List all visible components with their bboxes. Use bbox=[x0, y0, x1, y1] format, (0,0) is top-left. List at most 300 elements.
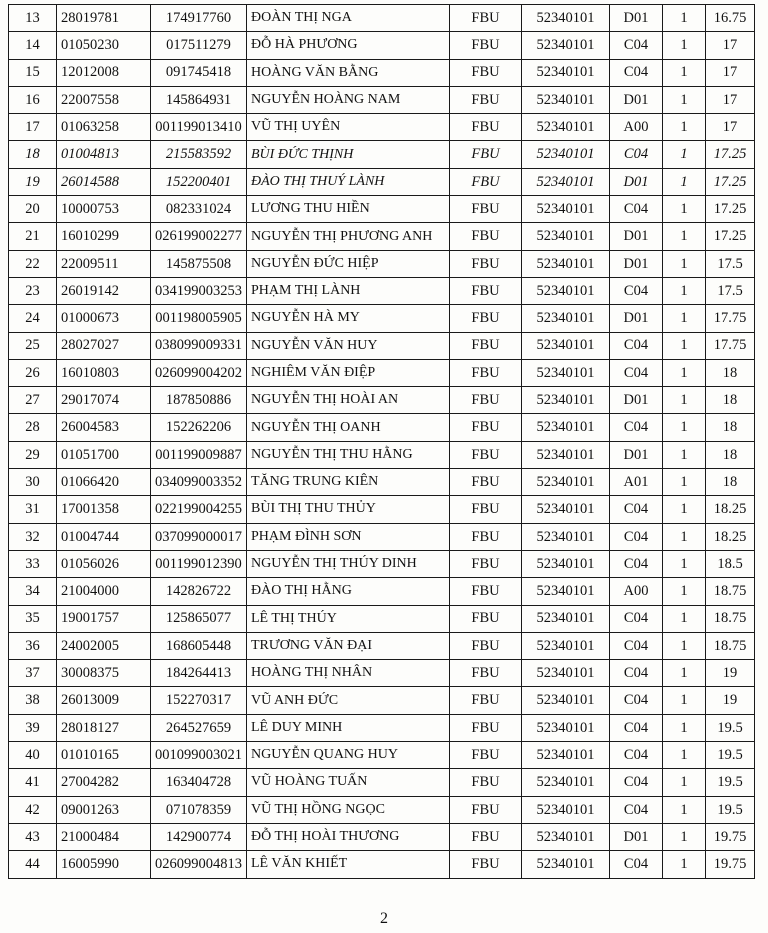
candidate-number-cell: 26014588 bbox=[57, 168, 151, 195]
school-code-cell: FBU bbox=[450, 168, 522, 195]
id-number-cell: 184264413 bbox=[151, 660, 247, 687]
school-code-cell: FBU bbox=[450, 632, 522, 659]
major-code-cell: 52340101 bbox=[522, 196, 610, 223]
preference-order-cell: 1 bbox=[663, 250, 706, 277]
preference-order-cell: 1 bbox=[663, 141, 706, 168]
table-row bbox=[9, 441, 755, 468]
candidate-number-cell: 01051700 bbox=[57, 441, 151, 468]
candidate-number-cell: 09001263 bbox=[57, 796, 151, 823]
score-cell: 17 bbox=[706, 86, 755, 113]
score-cell: 18.75 bbox=[706, 605, 755, 632]
table-row bbox=[9, 796, 755, 823]
subject-combination-cell: D01 bbox=[610, 387, 663, 414]
preference-order-cell: 1 bbox=[663, 632, 706, 659]
school-code-cell: FBU bbox=[450, 141, 522, 168]
row-index-cell: 41 bbox=[9, 769, 57, 796]
full-name-cell: NGUYỄN THỊ THU HẰNG bbox=[247, 441, 450, 468]
preference-order-cell: 1 bbox=[663, 469, 706, 496]
id-number-cell: 022199004255 bbox=[151, 496, 247, 523]
preference-order-cell: 1 bbox=[663, 196, 706, 223]
id-number-cell: 187850886 bbox=[151, 387, 247, 414]
preference-order-cell: 1 bbox=[663, 823, 706, 850]
candidate-number-cell: 12012008 bbox=[57, 59, 151, 86]
school-code-cell: FBU bbox=[450, 196, 522, 223]
score-cell: 18.75 bbox=[706, 632, 755, 659]
candidate-number-cell: 01004813 bbox=[57, 141, 151, 168]
preference-order-cell: 1 bbox=[663, 414, 706, 441]
major-code-cell: 52340101 bbox=[522, 660, 610, 687]
major-code-cell: 52340101 bbox=[522, 769, 610, 796]
major-code-cell: 52340101 bbox=[522, 86, 610, 113]
full-name-cell: NGUYỄN THỊ HOÀI AN bbox=[247, 387, 450, 414]
row-index-cell: 16 bbox=[9, 86, 57, 113]
id-number-cell: 034099003352 bbox=[151, 469, 247, 496]
preference-order-cell: 1 bbox=[663, 114, 706, 141]
full-name-cell: LÊ VĂN KHIẾT bbox=[247, 851, 450, 878]
row-index-cell: 42 bbox=[9, 796, 57, 823]
candidate-number-cell: 16005990 bbox=[57, 851, 151, 878]
candidate-number-cell: 16010803 bbox=[57, 359, 151, 386]
school-code-cell: FBU bbox=[450, 660, 522, 687]
score-cell: 18.5 bbox=[706, 550, 755, 577]
subject-combination-cell: C04 bbox=[610, 277, 663, 304]
table-row bbox=[9, 714, 755, 741]
full-name-cell: NGUYỄN THỊ THÚY DINH bbox=[247, 550, 450, 577]
school-code-cell: FBU bbox=[450, 496, 522, 523]
row-index-cell: 40 bbox=[9, 742, 57, 769]
row-index-cell: 30 bbox=[9, 469, 57, 496]
preference-order-cell: 1 bbox=[663, 578, 706, 605]
subject-combination-cell: C04 bbox=[610, 59, 663, 86]
full-name-cell: VŨ THỊ HỒNG NGỌC bbox=[247, 796, 450, 823]
score-cell: 19.5 bbox=[706, 796, 755, 823]
subject-combination-cell: C04 bbox=[610, 196, 663, 223]
school-code-cell: FBU bbox=[450, 851, 522, 878]
preference-order-cell: 1 bbox=[663, 5, 706, 32]
subject-combination-cell: C04 bbox=[610, 414, 663, 441]
major-code-cell: 52340101 bbox=[522, 496, 610, 523]
full-name-cell: NGUYỄN HÀ MY bbox=[247, 305, 450, 332]
table-row bbox=[9, 114, 755, 141]
full-name-cell: HOÀNG VĂN BẰNG bbox=[247, 59, 450, 86]
full-name-cell: LƯƠNG THU HIỀN bbox=[247, 196, 450, 223]
preference-order-cell: 1 bbox=[663, 714, 706, 741]
subject-combination-cell: C04 bbox=[610, 359, 663, 386]
id-number-cell: 001198005905 bbox=[151, 305, 247, 332]
id-number-cell: 026199002277 bbox=[151, 223, 247, 250]
major-code-cell: 52340101 bbox=[522, 469, 610, 496]
id-number-cell: 152270317 bbox=[151, 687, 247, 714]
score-cell: 17.75 bbox=[706, 305, 755, 332]
subject-combination-cell: A00 bbox=[610, 114, 663, 141]
id-number-cell: 017511279 bbox=[151, 32, 247, 59]
row-index-cell: 24 bbox=[9, 305, 57, 332]
id-number-cell: 026099004813 bbox=[151, 851, 247, 878]
full-name-cell: HOÀNG THỊ NHÂN bbox=[247, 660, 450, 687]
score-cell: 19 bbox=[706, 660, 755, 687]
preference-order-cell: 1 bbox=[663, 769, 706, 796]
id-number-cell: 145864931 bbox=[151, 86, 247, 113]
score-cell: 18.25 bbox=[706, 523, 755, 550]
preference-order-cell: 1 bbox=[663, 496, 706, 523]
major-code-cell: 52340101 bbox=[522, 5, 610, 32]
row-index-cell: 36 bbox=[9, 632, 57, 659]
major-code-cell: 52340101 bbox=[522, 59, 610, 86]
table-row bbox=[9, 168, 755, 195]
full-name-cell: PHẠM THỊ LÀNH bbox=[247, 277, 450, 304]
row-index-cell: 23 bbox=[9, 277, 57, 304]
table-row bbox=[9, 769, 755, 796]
major-code-cell: 52340101 bbox=[522, 250, 610, 277]
table-row bbox=[9, 660, 755, 687]
id-number-cell: 168605448 bbox=[151, 632, 247, 659]
table-row bbox=[9, 196, 755, 223]
subject-combination-cell: C04 bbox=[610, 550, 663, 577]
score-cell: 18 bbox=[706, 469, 755, 496]
preference-order-cell: 1 bbox=[663, 796, 706, 823]
preference-order-cell: 1 bbox=[663, 332, 706, 359]
subject-combination-cell: D01 bbox=[610, 86, 663, 113]
full-name-cell: LÊ THỊ THÚY bbox=[247, 605, 450, 632]
id-number-cell: 071078359 bbox=[151, 796, 247, 823]
row-index-cell: 31 bbox=[9, 496, 57, 523]
major-code-cell: 52340101 bbox=[522, 550, 610, 577]
row-index-cell: 27 bbox=[9, 387, 57, 414]
school-code-cell: FBU bbox=[450, 550, 522, 577]
row-index-cell: 25 bbox=[9, 332, 57, 359]
candidate-number-cell: 01000673 bbox=[57, 305, 151, 332]
subject-combination-cell: D01 bbox=[610, 441, 663, 468]
table-row bbox=[9, 742, 755, 769]
school-code-cell: FBU bbox=[450, 578, 522, 605]
school-code-cell: FBU bbox=[450, 5, 522, 32]
table-row bbox=[9, 305, 755, 332]
score-cell: 19.5 bbox=[706, 769, 755, 796]
table-row bbox=[9, 5, 755, 32]
id-number-cell: 091745418 bbox=[151, 59, 247, 86]
full-name-cell: LÊ DUY MINH bbox=[247, 714, 450, 741]
preference-order-cell: 1 bbox=[663, 851, 706, 878]
score-cell: 18 bbox=[706, 387, 755, 414]
score-cell: 17.25 bbox=[706, 141, 755, 168]
school-code-cell: FBU bbox=[450, 714, 522, 741]
full-name-cell: TĂNG TRUNG KIÊN bbox=[247, 469, 450, 496]
school-code-cell: FBU bbox=[450, 332, 522, 359]
full-name-cell: NGUYỄN QUANG HUY bbox=[247, 742, 450, 769]
preference-order-cell: 1 bbox=[663, 359, 706, 386]
major-code-cell: 52340101 bbox=[522, 414, 610, 441]
preference-order-cell: 1 bbox=[663, 441, 706, 468]
row-index-cell: 28 bbox=[9, 414, 57, 441]
row-index-cell: 26 bbox=[9, 359, 57, 386]
full-name-cell: PHẠM ĐÌNH SƠN bbox=[247, 523, 450, 550]
id-number-cell: 174917760 bbox=[151, 5, 247, 32]
candidate-number-cell: 10000753 bbox=[57, 196, 151, 223]
school-code-cell: FBU bbox=[450, 359, 522, 386]
school-code-cell: FBU bbox=[450, 414, 522, 441]
score-cell: 17.25 bbox=[706, 168, 755, 195]
subject-combination-cell: D01 bbox=[610, 223, 663, 250]
full-name-cell: NGUYỄN HOÀNG NAM bbox=[247, 86, 450, 113]
preference-order-cell: 1 bbox=[663, 660, 706, 687]
full-name-cell: TRƯƠNG VĂN ĐẠI bbox=[247, 632, 450, 659]
row-index-cell: 37 bbox=[9, 660, 57, 687]
school-code-cell: FBU bbox=[450, 796, 522, 823]
school-code-cell: FBU bbox=[450, 223, 522, 250]
subject-combination-cell: C04 bbox=[610, 632, 663, 659]
major-code-cell: 52340101 bbox=[522, 796, 610, 823]
admission-results-table bbox=[8, 4, 755, 879]
score-cell: 17.75 bbox=[706, 332, 755, 359]
table-row bbox=[9, 359, 755, 386]
preference-order-cell: 1 bbox=[663, 387, 706, 414]
preference-order-cell: 1 bbox=[663, 86, 706, 113]
score-cell: 17.5 bbox=[706, 250, 755, 277]
major-code-cell: 52340101 bbox=[522, 277, 610, 304]
score-cell: 16.75 bbox=[706, 5, 755, 32]
subject-combination-cell: C04 bbox=[610, 605, 663, 632]
table-row bbox=[9, 632, 755, 659]
school-code-cell: FBU bbox=[450, 387, 522, 414]
table-row bbox=[9, 332, 755, 359]
table-row bbox=[9, 223, 755, 250]
table-row bbox=[9, 578, 755, 605]
full-name-cell: ĐỖ HÀ PHƯƠNG bbox=[247, 32, 450, 59]
candidate-number-cell: 01004744 bbox=[57, 523, 151, 550]
school-code-cell: FBU bbox=[450, 250, 522, 277]
preference-order-cell: 1 bbox=[663, 223, 706, 250]
candidate-number-cell: 21000484 bbox=[57, 823, 151, 850]
id-number-cell: 142826722 bbox=[151, 578, 247, 605]
id-number-cell: 038099009331 bbox=[151, 332, 247, 359]
candidate-number-cell: 01063258 bbox=[57, 114, 151, 141]
row-index-cell: 13 bbox=[9, 5, 57, 32]
candidate-number-cell: 28018127 bbox=[57, 714, 151, 741]
school-code-cell: FBU bbox=[450, 687, 522, 714]
preference-order-cell: 1 bbox=[663, 550, 706, 577]
full-name-cell: NGUYỄN VĂN HUY bbox=[247, 332, 450, 359]
subject-combination-cell: C04 bbox=[610, 769, 663, 796]
candidate-number-cell: 26013009 bbox=[57, 687, 151, 714]
table-row bbox=[9, 387, 755, 414]
subject-combination-cell: C04 bbox=[610, 851, 663, 878]
score-cell: 17 bbox=[706, 114, 755, 141]
major-code-cell: 52340101 bbox=[522, 714, 610, 741]
full-name-cell: ĐỖ THỊ HOÀI THƯƠNG bbox=[247, 823, 450, 850]
subject-combination-cell: A01 bbox=[610, 469, 663, 496]
preference-order-cell: 1 bbox=[663, 605, 706, 632]
major-code-cell: 52340101 bbox=[522, 441, 610, 468]
candidate-number-cell: 28019781 bbox=[57, 5, 151, 32]
preference-order-cell: 1 bbox=[663, 168, 706, 195]
id-number-cell: 264527659 bbox=[151, 714, 247, 741]
subject-combination-cell: D01 bbox=[610, 305, 663, 332]
major-code-cell: 52340101 bbox=[522, 823, 610, 850]
row-index-cell: 34 bbox=[9, 578, 57, 605]
table-row bbox=[9, 496, 755, 523]
table-row bbox=[9, 823, 755, 850]
major-code-cell: 52340101 bbox=[522, 332, 610, 359]
subject-combination-cell: C04 bbox=[610, 796, 663, 823]
full-name-cell: NGUYỄN THỊ PHƯƠNG ANH bbox=[247, 223, 450, 250]
candidate-number-cell: 26004583 bbox=[57, 414, 151, 441]
candidate-number-cell: 26019142 bbox=[57, 277, 151, 304]
row-index-cell: 14 bbox=[9, 32, 57, 59]
major-code-cell: 52340101 bbox=[522, 632, 610, 659]
candidate-number-cell: 27004282 bbox=[57, 769, 151, 796]
score-cell: 19 bbox=[706, 687, 755, 714]
subject-combination-cell: C04 bbox=[610, 332, 663, 359]
row-index-cell: 44 bbox=[9, 851, 57, 878]
candidate-number-cell: 16010299 bbox=[57, 223, 151, 250]
row-index-cell: 17 bbox=[9, 114, 57, 141]
candidate-number-cell: 28027027 bbox=[57, 332, 151, 359]
candidate-number-cell: 22007558 bbox=[57, 86, 151, 113]
row-index-cell: 19 bbox=[9, 168, 57, 195]
school-code-cell: FBU bbox=[450, 32, 522, 59]
table-row bbox=[9, 523, 755, 550]
school-code-cell: FBU bbox=[450, 742, 522, 769]
candidate-number-cell: 29017074 bbox=[57, 387, 151, 414]
table-row bbox=[9, 550, 755, 577]
table-row bbox=[9, 86, 755, 113]
score-cell: 19.5 bbox=[706, 742, 755, 769]
score-cell: 18.25 bbox=[706, 496, 755, 523]
candidate-number-cell: 01066420 bbox=[57, 469, 151, 496]
major-code-cell: 52340101 bbox=[522, 305, 610, 332]
score-cell: 19.75 bbox=[706, 823, 755, 850]
preference-order-cell: 1 bbox=[663, 277, 706, 304]
page-number: 2 bbox=[380, 910, 388, 927]
major-code-cell: 52340101 bbox=[522, 687, 610, 714]
subject-combination-cell: C04 bbox=[610, 687, 663, 714]
table-row bbox=[9, 32, 755, 59]
score-cell: 19.75 bbox=[706, 851, 755, 878]
full-name-cell: NGHIÊM VĂN ĐIỆP bbox=[247, 359, 450, 386]
score-cell: 17 bbox=[706, 59, 755, 86]
major-code-cell: 52340101 bbox=[522, 851, 610, 878]
major-code-cell: 52340101 bbox=[522, 387, 610, 414]
table-row bbox=[9, 687, 755, 714]
major-code-cell: 52340101 bbox=[522, 168, 610, 195]
score-cell: 17 bbox=[706, 32, 755, 59]
table-row bbox=[9, 469, 755, 496]
preference-order-cell: 1 bbox=[663, 742, 706, 769]
candidate-number-cell: 19001757 bbox=[57, 605, 151, 632]
id-number-cell: 215583592 bbox=[151, 141, 247, 168]
row-index-cell: 33 bbox=[9, 550, 57, 577]
major-code-cell: 52340101 bbox=[522, 141, 610, 168]
major-code-cell: 52340101 bbox=[522, 605, 610, 632]
major-code-cell: 52340101 bbox=[522, 523, 610, 550]
full-name-cell: VŨ HOÀNG TUẤN bbox=[247, 769, 450, 796]
school-code-cell: FBU bbox=[450, 823, 522, 850]
id-number-cell: 001199012390 bbox=[151, 550, 247, 577]
score-cell: 17.25 bbox=[706, 223, 755, 250]
id-number-cell: 001199013410 bbox=[151, 114, 247, 141]
row-index-cell: 22 bbox=[9, 250, 57, 277]
id-number-cell: 125865077 bbox=[151, 605, 247, 632]
major-code-cell: 52340101 bbox=[522, 359, 610, 386]
preference-order-cell: 1 bbox=[663, 59, 706, 86]
school-code-cell: FBU bbox=[450, 305, 522, 332]
id-number-cell: 082331024 bbox=[151, 196, 247, 223]
subject-combination-cell: D01 bbox=[610, 823, 663, 850]
preference-order-cell: 1 bbox=[663, 32, 706, 59]
score-cell: 18 bbox=[706, 441, 755, 468]
full-name-cell: ĐÀO THỊ THUÝ LÀNH bbox=[247, 168, 450, 195]
candidate-number-cell: 01010165 bbox=[57, 742, 151, 769]
subject-combination-cell: C04 bbox=[610, 660, 663, 687]
score-cell: 18.75 bbox=[706, 578, 755, 605]
major-code-cell: 52340101 bbox=[522, 114, 610, 141]
row-index-cell: 21 bbox=[9, 223, 57, 250]
subject-combination-cell: C04 bbox=[610, 523, 663, 550]
full-name-cell: NGUYỄN THỊ OANH bbox=[247, 414, 450, 441]
school-code-cell: FBU bbox=[450, 59, 522, 86]
major-code-cell: 52340101 bbox=[522, 223, 610, 250]
school-code-cell: FBU bbox=[450, 86, 522, 113]
subject-combination-cell: C04 bbox=[610, 496, 663, 523]
full-name-cell: NGUYỄN ĐỨC HIỆP bbox=[247, 250, 450, 277]
full-name-cell: BÙI ĐỨC THỊNH bbox=[247, 141, 450, 168]
school-code-cell: FBU bbox=[450, 469, 522, 496]
id-number-cell: 001199009887 bbox=[151, 441, 247, 468]
row-index-cell: 15 bbox=[9, 59, 57, 86]
major-code-cell: 52340101 bbox=[522, 578, 610, 605]
full-name-cell: VŨ ANH ĐỨC bbox=[247, 687, 450, 714]
candidate-number-cell: 22009511 bbox=[57, 250, 151, 277]
id-number-cell: 001099003021 bbox=[151, 742, 247, 769]
school-code-cell: FBU bbox=[450, 114, 522, 141]
full-name-cell: VŨ THỊ UYÊN bbox=[247, 114, 450, 141]
major-code-cell: 52340101 bbox=[522, 32, 610, 59]
row-index-cell: 35 bbox=[9, 605, 57, 632]
row-index-cell: 39 bbox=[9, 714, 57, 741]
candidate-number-cell: 17001358 bbox=[57, 496, 151, 523]
table-row bbox=[9, 605, 755, 632]
score-cell: 18 bbox=[706, 414, 755, 441]
school-code-cell: FBU bbox=[450, 605, 522, 632]
row-index-cell: 18 bbox=[9, 141, 57, 168]
row-index-cell: 32 bbox=[9, 523, 57, 550]
id-number-cell: 163404728 bbox=[151, 769, 247, 796]
preference-order-cell: 1 bbox=[663, 305, 706, 332]
subject-combination-cell: A00 bbox=[610, 578, 663, 605]
school-code-cell: FBU bbox=[450, 769, 522, 796]
full-name-cell: ĐOÀN THỊ NGA bbox=[247, 5, 450, 32]
score-cell: 17.25 bbox=[706, 196, 755, 223]
school-code-cell: FBU bbox=[450, 441, 522, 468]
id-number-cell: 152262206 bbox=[151, 414, 247, 441]
table-row bbox=[9, 277, 755, 304]
candidate-number-cell: 30008375 bbox=[57, 660, 151, 687]
score-cell: 19.5 bbox=[706, 714, 755, 741]
table-row bbox=[9, 141, 755, 168]
candidate-number-cell: 21004000 bbox=[57, 578, 151, 605]
id-number-cell: 152200401 bbox=[151, 168, 247, 195]
subject-combination-cell: C04 bbox=[610, 742, 663, 769]
school-code-cell: FBU bbox=[450, 277, 522, 304]
subject-combination-cell: C04 bbox=[610, 141, 663, 168]
id-number-cell: 142900774 bbox=[151, 823, 247, 850]
major-code-cell: 52340101 bbox=[522, 742, 610, 769]
subject-combination-cell: D01 bbox=[610, 168, 663, 195]
row-index-cell: 29 bbox=[9, 441, 57, 468]
table-body bbox=[9, 5, 755, 879]
subject-combination-cell: C04 bbox=[610, 714, 663, 741]
subject-combination-cell: D01 bbox=[610, 5, 663, 32]
